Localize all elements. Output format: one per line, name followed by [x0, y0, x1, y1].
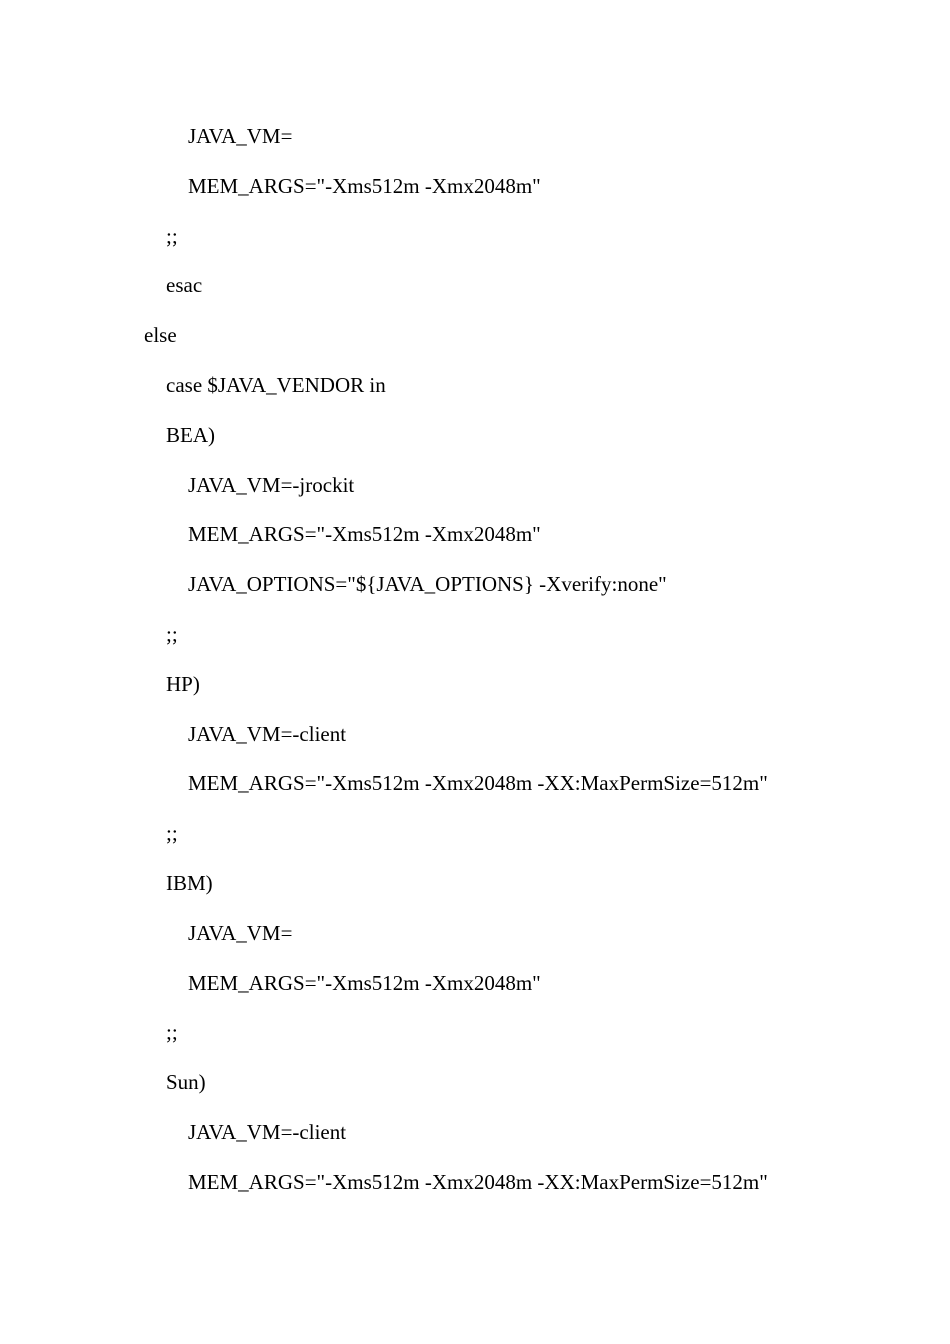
code-line: JAVA_OPTIONS="${JAVA_OPTIONS} -Xverify:none": [188, 572, 667, 597]
code-line: BEA): [166, 422, 215, 447]
code-line: MEM_ARGS="-Xms512m -Xmx2048m -XX:MaxPermSize=512m": [188, 771, 768, 796]
code-line: MEM_ARGS="-Xms512m -Xmx2048m -XX:MaxPermSize=512m": [188, 1169, 768, 1194]
code-line: MEM_ARGS="-Xms512m -Xmx2048m": [188, 522, 541, 547]
code-line: case $JAVA_VENDOR in: [166, 372, 386, 397]
script-code-block: [0, 121, 768, 1217]
code-line: IBM): [166, 870, 213, 895]
code-line: else: [144, 323, 177, 348]
code-line: JAVA_VM=-client: [188, 1119, 347, 1144]
code-line: MEM_ARGS="-Xms512m -Xmx2048m": [188, 173, 541, 198]
code-line: ;;: [166, 821, 178, 846]
code-line: JAVA_VM=: [188, 920, 293, 945]
code-line: ;;: [166, 223, 178, 248]
code-line: MEM_ARGS="-Xms512m -Xmx2048m": [188, 970, 541, 995]
code-line: Sun): [166, 1070, 206, 1095]
code-line: ;;: [166, 621, 178, 646]
code-line: JAVA_VM=-client: [188, 721, 347, 746]
code-line: HP): [166, 671, 200, 696]
code-line: JAVA_VM=: [188, 124, 293, 148]
code-line: JAVA_VM=-jrockit: [188, 472, 355, 497]
code-line: ;;: [166, 1020, 178, 1045]
code-line: esac: [166, 273, 203, 298]
